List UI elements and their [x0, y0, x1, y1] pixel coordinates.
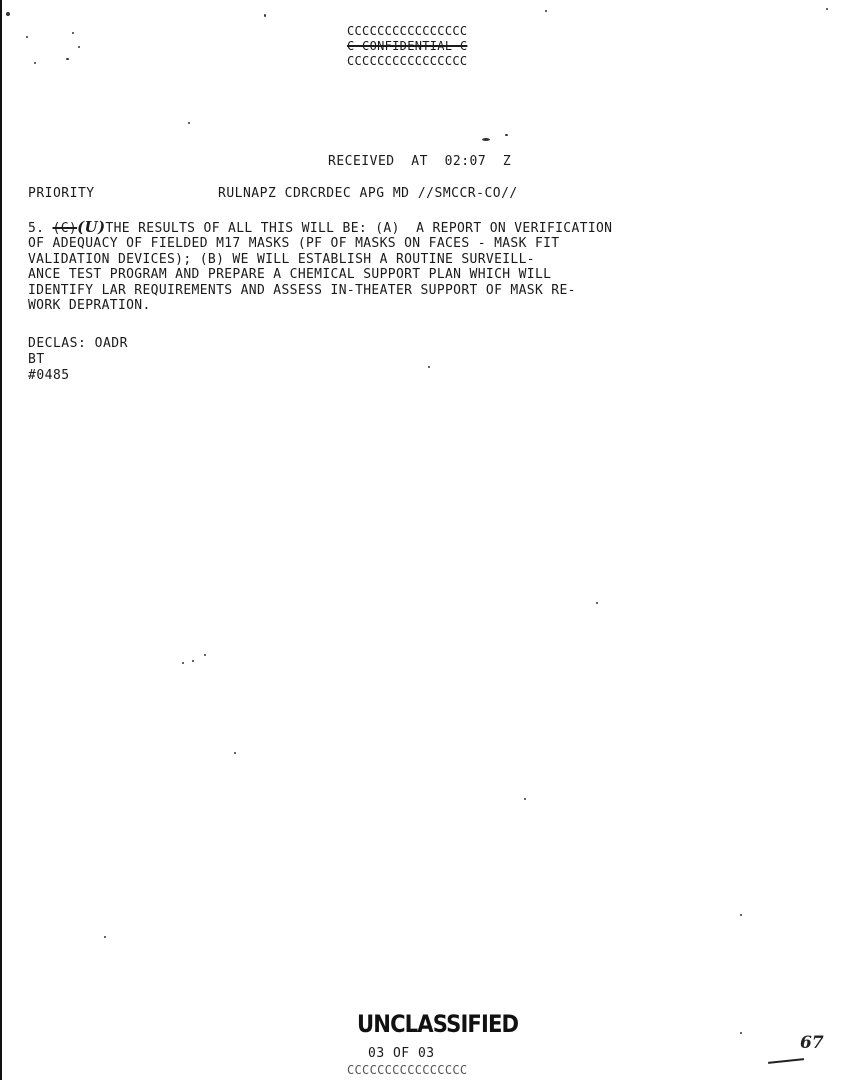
classification-marking-top: CCCCCCCCCCCCCCCC	[347, 24, 468, 38]
precedence-label: PRIORITY	[28, 186, 95, 201]
scan-speck	[264, 14, 266, 17]
scan-speck	[78, 46, 80, 48]
page-left-edge	[0, 0, 2, 1080]
scan-speck	[188, 122, 190, 124]
handwritten-classification-mark: (U)	[77, 218, 106, 236]
scan-speck	[192, 660, 194, 662]
scan-speck	[26, 36, 28, 38]
scan-speck	[182, 662, 184, 664]
scan-speck	[34, 62, 36, 64]
scan-speck	[66, 58, 69, 60]
scan-speck	[545, 10, 547, 12]
scan-speck	[596, 602, 598, 604]
unclassified-stamp: UNCLASSIFIED	[357, 1010, 519, 1038]
handwritten-initials: 67	[800, 1033, 824, 1053]
classification-marking-footer: CCCCCCCCCCCCCCCC	[347, 1063, 468, 1077]
declassification-line: DECLAS: OADR	[28, 336, 128, 351]
paragraph-line-6: WORK DEPRATION.	[28, 298, 151, 314]
classification-marking-confidential: C CONFIDENTIAL C	[347, 39, 468, 53]
scan-speck	[740, 1032, 742, 1034]
message-paragraph	[28, 220, 728, 313]
paragraph-line-4: ANCE TEST PROGRAM AND PREPARE A CHEMICAL SUPPORT PLAN WHICH WILL	[28, 267, 552, 283]
break-marker: BT	[28, 352, 45, 367]
scan-speck	[428, 366, 430, 368]
original-classification-mark: (C)	[52, 221, 78, 236]
paragraph-line-5: IDENTIFY LAR REQUIREMENTS AND ASSESS IN-THEATER SUPPORT OF MASK RE-	[28, 282, 576, 298]
scan-speck	[524, 798, 526, 800]
scan-speck	[204, 654, 206, 656]
paragraph-line-1: THE RESULTS OF ALL THIS WILL BE: (A) A REPORT ON VERIFICATION	[105, 221, 613, 236]
scan-speck	[482, 138, 490, 141]
scan-speck	[6, 12, 10, 16]
scan-speck	[234, 752, 236, 754]
scan-speck	[740, 914, 742, 916]
scan-speck	[505, 134, 508, 136]
classification-marking-bottom: CCCCCCCCCCCCCCCC	[347, 54, 468, 68]
page-count: 03 OF 03	[368, 1046, 435, 1061]
paragraph-line-3: VALIDATION DEVICES); (B) WE WILL ESTABLISH A ROUTINE SURVEILL-	[28, 251, 535, 267]
paragraph-line-2: OF ADEQUACY OF FIELDED M17 MASKS (PF OF MASKS ON FACES - MASK FIT	[28, 236, 560, 252]
scan-speck	[104, 936, 106, 938]
received-timestamp: RECEIVED AT 02:07 Z	[328, 154, 512, 169]
scan-speck	[72, 32, 74, 34]
addressee-line: RULNAPZ CDRCRDEC APG MD //SMCCR-CO//	[218, 186, 518, 201]
paragraph-number: 5.	[28, 221, 45, 236]
scan-speck	[826, 8, 828, 10]
message-number: #0485	[28, 368, 70, 383]
signature-stroke	[768, 1058, 804, 1063]
